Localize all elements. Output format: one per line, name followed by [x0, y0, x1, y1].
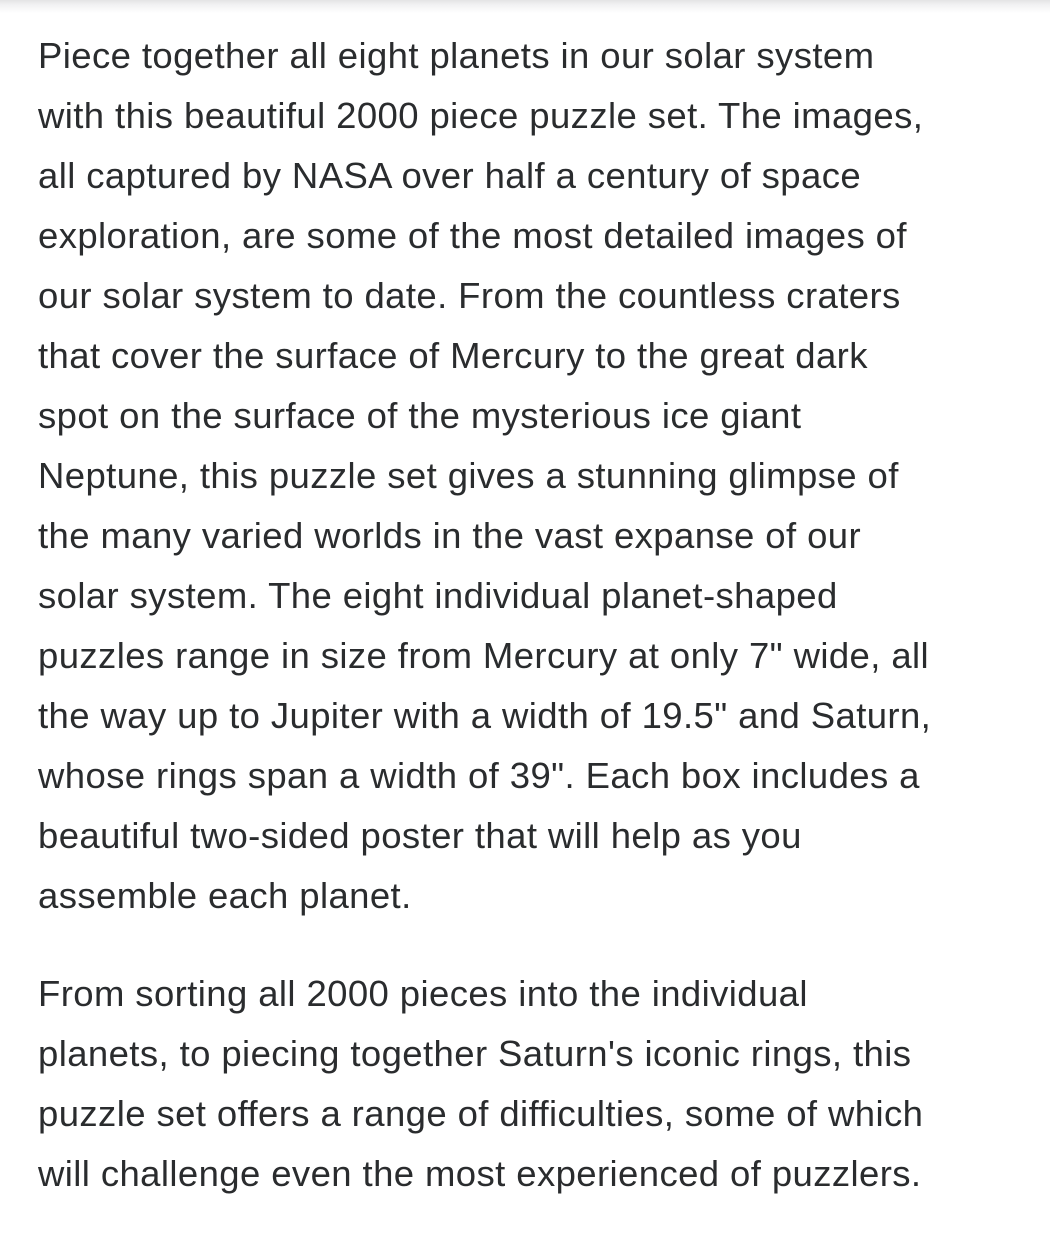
text-line: will challenge even the most experienced of puzzlers.	[38, 1153, 922, 1194]
text-line: with this beautiful 2000 piece puzzle set. The images,	[38, 95, 924, 136]
text-line: exploration, are some of the most detailed images of	[38, 215, 907, 256]
text-line: beautiful two-sided poster that will help as you	[38, 815, 802, 856]
text-line: spot on the surface of the mysterious ice giant	[38, 395, 802, 436]
text-line: the many varied worlds in the vast expanse of our	[38, 515, 862, 556]
text-line: that cover the surface of Mercury to the great dark	[38, 335, 868, 376]
text-line: Piece together all eight planets in our solar system	[38, 35, 875, 76]
text-line: From sorting all 2000 pieces into the individual	[38, 973, 808, 1014]
description-paragraph	[38, 26, 1042, 926]
description-paragraph	[38, 964, 1042, 1204]
text-line: puzzles range in size from Mercury at only 7" wide, all	[38, 635, 930, 676]
text-line: whose rings span a width of 39". Each box includes a	[38, 755, 920, 796]
text-line: our solar system to date. From the countless craters	[38, 275, 901, 316]
text-line: puzzle set offers a range of difficulties, some of which	[38, 1093, 924, 1134]
text-line: assemble each planet.	[38, 875, 412, 916]
text-line: Neptune, this puzzle set gives a stunning glimpse of	[38, 455, 899, 496]
text-line: solar system. The eight individual planet-shaped	[38, 575, 838, 616]
text-line: all captured by NASA over half a century of space	[38, 155, 862, 196]
text-line: the way up to Jupiter with a width of 19.5" and Saturn,	[38, 695, 932, 736]
text-line: planets, to piecing together Saturn's iconic rings, this	[38, 1033, 912, 1074]
